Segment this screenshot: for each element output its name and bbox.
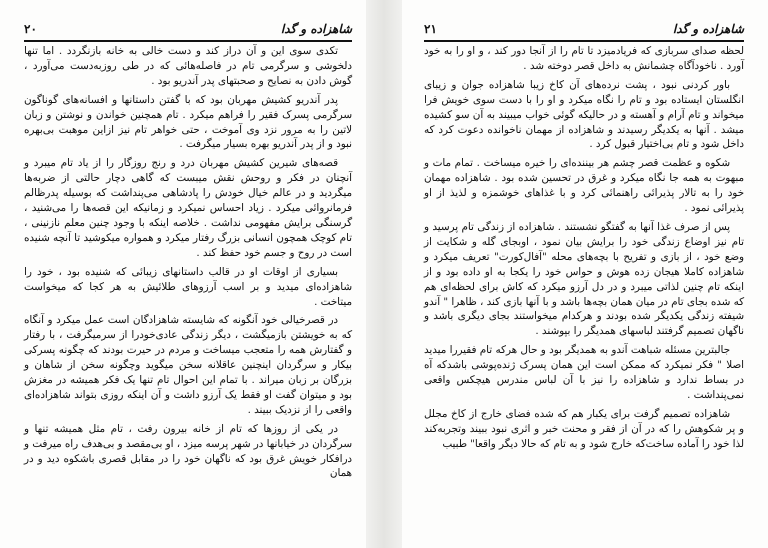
left-page-header xyxy=(24,22,352,42)
paragraph: جالبترین مسئله شباهت آندو به همدیگر بود و حال هرکه تام فقیررا میدید اصلا " فکر نمیکرد که ممکن است این همان پسرک ژنده‌پوشی باشدکه آه در بساط ندارد و شاهزاده را نیز با آن لباس مندرس هیچکس واقعی نمی‌پنداشت . xyxy=(424,344,744,401)
paragraph: در قصرخیالی خود آنگونه که شایسته شاهزادگان است عمل میکرد و آنگاه که به خویشتن بازمیگشت ، دیگر زندگی عادی‌خودرا از سرمیگرفت ، با رفتار و گفتارش همه را متعجب میساخت و مردم در حیرت بودند که چگونه پسرکی بیکار و سرگردان اینچنین عاقلانه سخن میگوید وچگونه سخن از شاهان و بزرگان بر زبان میراند . با تمام این احوال تام تنها یک فکر همیشه در مغزش بود و میتوان گفت او فقط یک آرزو داشت و آن اینکه روزی بتواند شاهزاده‌ای واقعی را از نزدیک ببیند . xyxy=(24,314,352,416)
paragraph: پس از صرف غذا آنها به گفتگو نشستند . شاهزاده از زندگی تام پرسید و تام نیز اوضاع زندگی خود را برایش بیان نمود ، اوبجای گله و شکایت از وضع خود ، از بازی و تفریح با بچه‌های محله "آفال‌کورت" تعریف میکرد و شاهزاده کاملا هیجان زده هوش و حواس خود را یکجا به او داده بود و از اینکه تام چنین لذاتی میبرد و در دل آرزو میکرد که کاش برای لحظه‌ای هم که شده بجای تام در میان همان بچه‌ها باشد و با آنها بازی کند ، ظاهرا " آندو شیفته زندگی یکدیگر شده بودند و هرکدام میخواستند بجای دیگری باشد و ناگهان تصمیم گرفتند لباسهای همدیگر را بپوشند . xyxy=(424,220,744,338)
left-page-body xyxy=(24,44,352,485)
paragraph: شکوه و عظمت قصر چشم هر بیننده‌ای را خیره میساخت . تمام مات و مبهوت به همه جا نگاه میکرد و غرق در تحسین شده بود . شاهزاده مهمان خود را به تالار پذیرائی راهنمائی کرد و با غذاهای خوشمزه و لذیذ از او پذیرائی نمود . xyxy=(424,157,744,215)
right-page-body xyxy=(424,44,744,456)
paragraph: بسیاری از اوقات او در قالب داستانهای زیبائی که شنیده بود ، خود را شاهزاده‌ای میدید و بر اسب آرزوهای طلائیش به هر کجا که میخواست میتاخت . xyxy=(24,265,352,308)
right-page xyxy=(402,0,768,548)
paragraph: قصه‌های شیرین کشیش مهربان درد و رنج روزگار را از یاد تام میبرد و آنچنان در فکر و روحش نقش میبست که گاهی دچار حالتی از ضربه‌ها میگردید و در عالم خیال خودش را پادشاهی می‌پنداشت که بوسیله پدرظالم فرمانروائی میکرد . زیاد احساس نمیکرد و زمانیکه این قصه‌ها را می‌شنید ، گرسنگی برایش مفهومی نداشت . خلاصه اینکه با وجود چنین معلم نازنینی ، تام کوچک همچون انسانی بزرگ رفتار میکرد و همواره میکوشید تا آنچه شنیده است در روح و جسم خود حفظ کند . xyxy=(24,157,352,259)
book-gutter xyxy=(366,0,402,548)
paragraph: تکدی سوی این و آن دراز کند و دست خالی به خانه بازنگردد . اما تنها دلخوشی و سرگرمی تام در فاصله‌هائی که در طی روزبه‌دست می‌آورد ، گوش دادن به نصایح و صحبتهای پدر آندریو بود . xyxy=(24,45,352,87)
paragraph: شاهزاده تصمیم گرفت برای یکبار هم که شده فضای خارج از کاخ مجلل و پر شکوهش را که در آن از فقر و محنت خبر و اثری نبود ببیند وتجربه‌کند لذا خود را آماده ساخت‌که خارج شود و به تام که حالا دیگر واقعا" طبیب xyxy=(424,407,744,450)
left-page-number: ۲۰ xyxy=(24,22,37,36)
right-page-header xyxy=(424,22,744,42)
paragraph: پدر آندریو کشیش مهربان بود که با گفتن داستانها و افسانه‌های گوناگون سرگرمی پسرک فقیر را فراهم میکرد . تام همچنین خواندن و نوشتن و زبان لاتین را به مرور نزد وی آموخت ، حتی خواهر تام نیز ازاین موهبت بی‌بهره نبود و از پدر آندریو بهره بسیار میگرفت . xyxy=(24,93,352,151)
paragraph: در یکی از روزها که تام از خانه بیرون رفت ، تام مثل همیشه تنها و سرگردان در خیابانها در شهر پرسه میزد ، او بی‌مقصد و بی‌هدف راه میرفت و درافکار خویش غرق بود که ناگهان خود را در مقابل قصری باشکوه دید و در همان xyxy=(24,422,352,480)
paragraph: باور کردنی نبود ، پشت نرده‌های آن کاخ زیبا شاهزاده جوان و زیبای انگلستان ایستاده بود و تام را نگاه میکرد و او را با دست سوی خویش فرا میخواند و تام آرام و آهسته و در حالیکه گوئی خواب میبیند به آن سو کشیده میشد . آنها به یکدیگر رسیدند و شاهزاده از مهمان ناخوانده دعوت کرد که داخل شود و تام بی‌اختیار قبول کرد . xyxy=(424,78,744,151)
left-page xyxy=(0,0,366,548)
paragraph: لحظه‌ صدای سربازی که فریادمیزد تا تام را از آنجا دور کند ، و او را به خود آورد . ناخودآگاه چشمانش به داخل قصر دوخته شد . xyxy=(424,45,744,72)
right-page-title: شاهزاده و گدا xyxy=(672,22,744,36)
right-page-number: ۲۱ xyxy=(424,22,437,36)
left-page-title: شاهزاده و گدا xyxy=(280,22,352,36)
